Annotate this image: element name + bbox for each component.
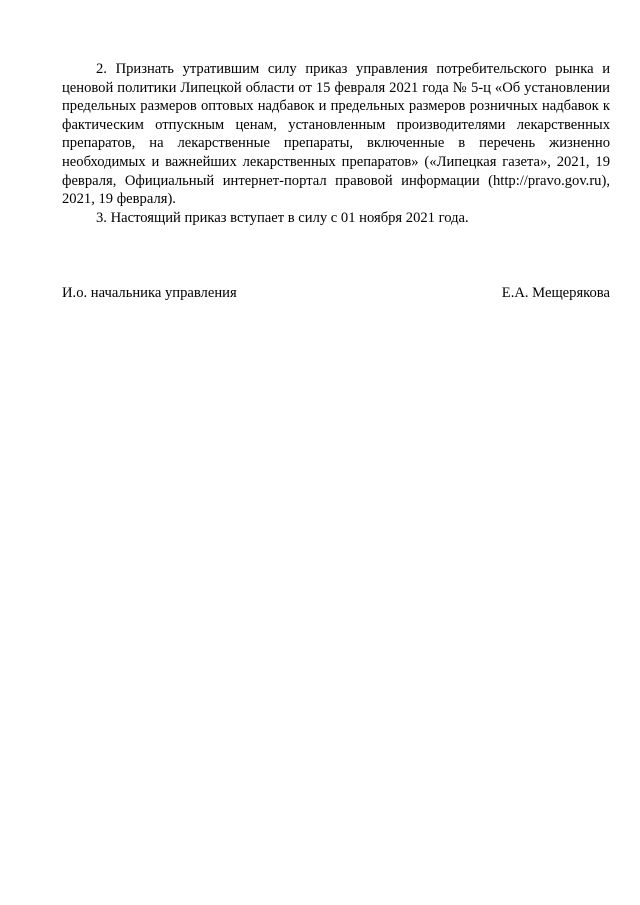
signature-position: И.о. начальника управления [62,285,237,301]
signature-name: Е.А. Мещерякова [501,285,610,301]
paragraph-repeal-order: 2. Признать утратившим силу приказ управления потребительского рынка и ценовой политики Липецкой области от 15 февраля 2021 года № 5-ц «Об установлении предельных размеров оптовых надбавок и предельных размеров розничных надбавок к фактическим отпускным ценам, установленным производителями лекарственных препаратов, на лекарственные препараты, включенные в перечень жизненно необходимых и важнейших лекарственных препаратов» («Липецкая газета», 2021, 19 февраля, Официальный интернет-портал правовой информации (http://pravo.gov.ru), 2021, 19 февраля). [62,61,610,208]
document-body [62,60,610,227]
paragraph-effective-date: 3. Настоящий приказ вступает в силу с 01 ноября 2021 года. [96,209,469,226]
